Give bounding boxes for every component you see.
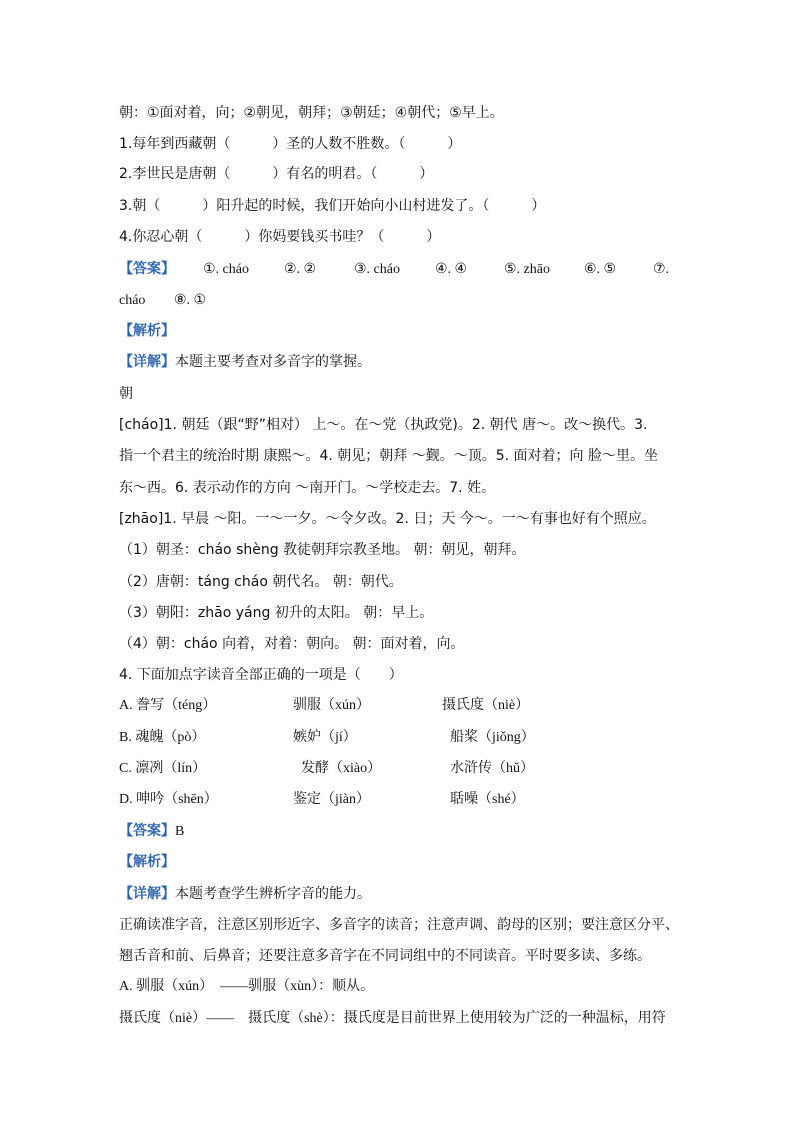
detail-text: 本题主要考查对多音字的掌握。 — [175, 354, 371, 370]
option-d: 鉴定（jiàn） — [293, 792, 370, 807]
answer-item: ②. ② — [284, 262, 317, 277]
question-2: 2.李世民是唐朝（ ）有名的明君。（ ） — [119, 166, 434, 182]
explanation-1: （1）朝圣：cháo shèng 教徒朝拜宗教圣地。 朝：朝见，朝拜。 — [119, 542, 526, 558]
detail2-tag: 【详解】 — [119, 886, 175, 902]
answer2-tag: 【答案】 — [119, 823, 175, 839]
detail-line — [119, 353, 371, 371]
question-3: 3.朝（ ）阳升起的时候，我们开始向小山村进发了。（ ） — [119, 198, 546, 214]
paragraph-line: 翘舌音和前、后鼻音；还要注意多音字在不同词组中的不同读音。平时要多读、多练。 — [119, 948, 651, 964]
answer2-value: B — [175, 824, 185, 839]
answer-item: ⑥. ⑤ — [584, 262, 617, 277]
answer2-row — [119, 822, 184, 841]
chao-definition: [cháo]1. 朝廷（跟“野”相对） 上～。在～党（执政党)。2. 朝代 唐～。改～换代。3. — [119, 417, 648, 433]
detail-tag: 【详解】 — [119, 354, 175, 370]
option-b: B. 魂魄（pò） — [119, 730, 206, 745]
question-1: 1.每年到西藏朝（ ）圣的人数不胜数。（ ） — [119, 136, 462, 152]
analysis-tag: 【解析】 — [119, 323, 175, 339]
answer-tag: 【答案】 — [119, 261, 175, 277]
option-a: 摄氏度（niè） — [442, 698, 530, 713]
chao-definition: 东～西。6. 表示动作的方向 ～南开门。～学校走去。7. 姓。 — [119, 480, 496, 496]
answer-item: cháo — [119, 293, 146, 308]
detail2-line — [119, 885, 371, 903]
option-d: 聒噪（shé） — [450, 792, 525, 807]
option-b: 船桨（jiǒng） — [450, 730, 535, 745]
answer-item: ①. cháo — [203, 262, 249, 277]
explanation-3: （3）朝阳：zhāo yáng 初升的太阳。 朝：早上。 — [119, 605, 434, 621]
option-a: 驯服（xún） — [293, 698, 370, 713]
option-c: 发酵（xiào） — [301, 761, 382, 776]
zhao-definition: [zhāo]1. 早晨 ～阳。一～一夕。～令夕改。2. 日；天 今～。一～有事也好有个照应。 — [119, 511, 656, 527]
definition-line: 朝：①面对着，向；②朝见，朝拜；③朝廷；④朝代；⑤早上。 — [119, 105, 504, 121]
chao-definition: 指一个君主的统治时期 康熙～。4. 朝见；朝拜 ～觐。～顶。5. 面对着；向 脸～里。坐 — [119, 448, 658, 464]
paragraph-line: A. 驯服（xún） ——驯服（xùn）：顺从。 — [119, 979, 375, 994]
answer-item: ⑦. — [653, 262, 670, 277]
question-4: 4.你忍心朝（ ）你妈要钱买书哇？（ ） — [119, 229, 441, 245]
answer-item: ③. cháo — [354, 262, 400, 277]
analysis2-tag: 【解析】 — [119, 854, 175, 870]
option-b: 嫉妒（jí） — [293, 730, 357, 745]
option-a: A. 誊写（téng） — [119, 698, 217, 713]
heading-char: 朝 — [119, 386, 133, 402]
answer-row — [119, 260, 175, 278]
answer-item: ⑧. ① — [174, 293, 207, 308]
paragraph-line: 正确读准字音，注意区别形近字、多音字的读音；注意声调、韵母的区别；要注意区分平、 — [119, 917, 679, 933]
paragraph-line: 摄氏度（niè）—— 摄氏度（shè）：摄氏度是目前世界上使用较为广泛的一种温标，用符 — [119, 1011, 666, 1026]
answer-item: ④. ④ — [435, 262, 468, 277]
question-title: 4. 下面加点字读音全部正确的一项是（ ） — [119, 667, 403, 683]
answer-item: ⑤. zhāo — [504, 262, 550, 277]
explanation-4: （4）朝：cháo 向着，对着：朝向。 朝：面对着，向。 — [119, 636, 465, 652]
option-c: 水浒传（hǔ） — [450, 761, 534, 776]
detail2-text: 本题考查学生辨析字音的能力。 — [175, 886, 371, 902]
option-d: D. 呻吟（shēn） — [119, 792, 218, 807]
explanation-2: （2）唐朝：táng cháo 朝代名。 朝：朝代。 — [119, 574, 403, 590]
option-c: C. 凛冽（lín） — [119, 761, 207, 776]
